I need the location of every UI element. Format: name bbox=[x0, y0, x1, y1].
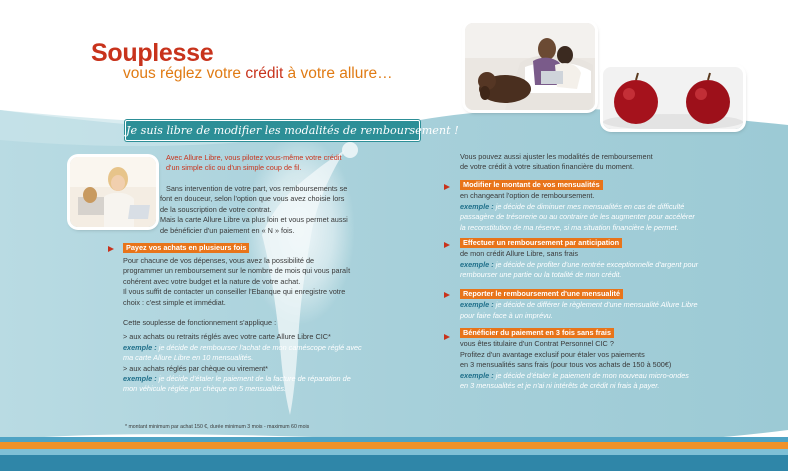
subtitle-after: à votre allure… bbox=[283, 65, 393, 82]
example-label: exemple : bbox=[123, 342, 157, 352]
applies-intro: Cette souplesse de fonctionnement s'applique : bbox=[123, 318, 277, 327]
right-section-example bbox=[460, 202, 695, 212]
right-section-label: Modifier le montant de vos mensualités bbox=[460, 180, 603, 190]
example-text: je décide d'étaler le paiement de mon nouveau micro-ondes bbox=[493, 370, 689, 380]
left-section-line: Il vous suffit de contacter un conseiller l'Ebanque qui enregistre votre bbox=[123, 287, 346, 297]
right-section-body-line: Profitez d'un avantage exclusif pour étaler vos paiements bbox=[460, 349, 645, 359]
left-para-line: de bénéficier d'un paiement en « N » fois. bbox=[160, 225, 295, 235]
right-intro bbox=[460, 152, 653, 173]
example-text: je décide d'étaler le paiement de la facture de réparation de bbox=[156, 374, 351, 384]
right-section-body-line: en changeant l'option de remboursement. bbox=[460, 191, 595, 201]
page-subtitle bbox=[123, 65, 393, 83]
applies-example-line: mon véhicule réglée par chèque en 5 mensualités. bbox=[123, 384, 287, 394]
family-photo bbox=[70, 157, 156, 227]
page-title: Souplesse bbox=[91, 39, 214, 67]
example-label: exemple : bbox=[460, 201, 494, 211]
left-section-line: programmer un remboursement sur le nombre de mois qui vous paraît bbox=[123, 266, 351, 276]
left-applies bbox=[123, 318, 362, 395]
left-para-line: Mais la carte Allure Libre va plus loin et vous permet aussi bbox=[160, 215, 348, 225]
applies-example bbox=[123, 374, 362, 384]
example-text: je décide de rembourser l'achat de mon caméscope réglé avec bbox=[156, 342, 362, 352]
applies-example bbox=[123, 343, 362, 353]
bottom-stripe-orange bbox=[0, 442, 788, 449]
applies-example-line: ma carte Allure Libre en 10 mensualités. bbox=[123, 353, 254, 363]
right-section-label: Effectuer un remboursement par anticipation bbox=[460, 238, 622, 248]
right-intro-line: de votre crédit à votre situation financière du moment. bbox=[460, 162, 634, 172]
right-section-example-line: passagère de trésorerie ou au contraire de les augmenter pour accélérer bbox=[460, 212, 695, 222]
right-section-body-line: vous êtes titulaire d'un Contrat Personnel CIC ? bbox=[460, 339, 614, 349]
left-section-line: cohérent avec votre budget et la nature de votre achat. bbox=[123, 276, 301, 286]
right-section-example-line: la reconstitution de ma réserve, si ma situation financière le permet. bbox=[460, 222, 679, 232]
example-text: je décide de différer le règlement d'une mensualité Allure Libre bbox=[493, 300, 698, 310]
example-label: exemple : bbox=[460, 300, 494, 310]
left-section-line: Pour chacune de vos dépenses, vous avez la possibilité de bbox=[123, 256, 315, 265]
left-intro-line: Avec Allure Libre, vous pilotez vous-même votre crédit bbox=[166, 153, 342, 162]
right-section-4 bbox=[460, 328, 689, 391]
subtitle-strong: crédit bbox=[245, 65, 284, 82]
right-section-body-line: de mon crédit Allure Libre, sans frais bbox=[460, 249, 579, 259]
right-section-2 bbox=[460, 238, 698, 281]
right-section-3 bbox=[460, 289, 698, 321]
right-section-example bbox=[460, 260, 698, 270]
right-section-label: Reporter le remboursement d'une mensualité bbox=[460, 289, 623, 299]
example-text: je décide de profiter d'une rentrée exceptionnelle d'argent pour bbox=[493, 259, 699, 269]
left-section-label-wrap bbox=[123, 243, 249, 253]
example-label: exemple : bbox=[123, 374, 157, 384]
couple-dog-photo bbox=[465, 23, 595, 110]
subtitle-before: vous réglez votre bbox=[123, 65, 246, 82]
left-para-line: font en douceur, selon l'option que vous avez choisie lors bbox=[160, 194, 345, 204]
right-section-example-line: rembourser une partie ou la totalité de mon crédit. bbox=[460, 270, 622, 280]
apples-photo bbox=[603, 67, 743, 129]
right-section-body-line: en 3 mensualités sans frais (pour tous vos achats de 150 à 500€) bbox=[460, 360, 672, 370]
section-banner: Je suis libre de modifier les modalités de remboursement ! bbox=[125, 120, 420, 141]
right-section-arrow-icon bbox=[444, 292, 450, 298]
left-intro-line: d'un simple clic ou d'un simple coup de fil. bbox=[166, 163, 302, 173]
left-para-line: Sans intervention de votre part, vos remboursements se bbox=[166, 184, 348, 193]
left-para bbox=[160, 184, 348, 236]
left-para-line: de la souscription de votre contrat. bbox=[160, 204, 272, 214]
left-section-line: choix : c'est simple et immédiat. bbox=[123, 297, 226, 307]
left-section-label: Payez vos achats en plusieurs fois bbox=[123, 243, 249, 253]
footnote: * montant minimum par achat 150 €, durée minimum 3 mois - maximum 60 mois bbox=[125, 424, 310, 430]
example-text: je décide de diminuer mes mensualités en cas de difficulté bbox=[493, 201, 685, 211]
right-section-arrow-icon bbox=[444, 334, 450, 340]
example-label: exemple : bbox=[460, 259, 494, 269]
left-section-body bbox=[123, 256, 350, 308]
applies-item: > aux achats réglés par chèque ou virement* bbox=[123, 363, 269, 373]
example-label: exemple : bbox=[460, 370, 494, 380]
right-section-arrow-icon bbox=[444, 184, 450, 190]
right-section-label: Bénéficier du paiement en 3 fois sans frais bbox=[460, 328, 614, 338]
right-intro-line: Vous pouvez aussi ajuster les modalités de remboursement bbox=[460, 152, 653, 161]
right-section-arrow-icon bbox=[444, 242, 450, 248]
left-intro bbox=[166, 153, 341, 174]
right-section-example-line: en 3 mensualités et je n'ai ni intérêts de crédit ni frais à payer. bbox=[460, 381, 660, 391]
applies-item: > aux achats ou retraits réglés avec votre carte Allure Libre CIC* bbox=[123, 332, 331, 342]
bottom-stripe-teal bbox=[0, 455, 788, 471]
right-section-1 bbox=[460, 180, 695, 233]
right-section-example-line: pour faire face à un imprévu. bbox=[460, 310, 553, 320]
left-section-arrow-icon bbox=[108, 246, 114, 252]
right-section-example bbox=[460, 300, 698, 310]
right-section-example bbox=[460, 371, 689, 381]
